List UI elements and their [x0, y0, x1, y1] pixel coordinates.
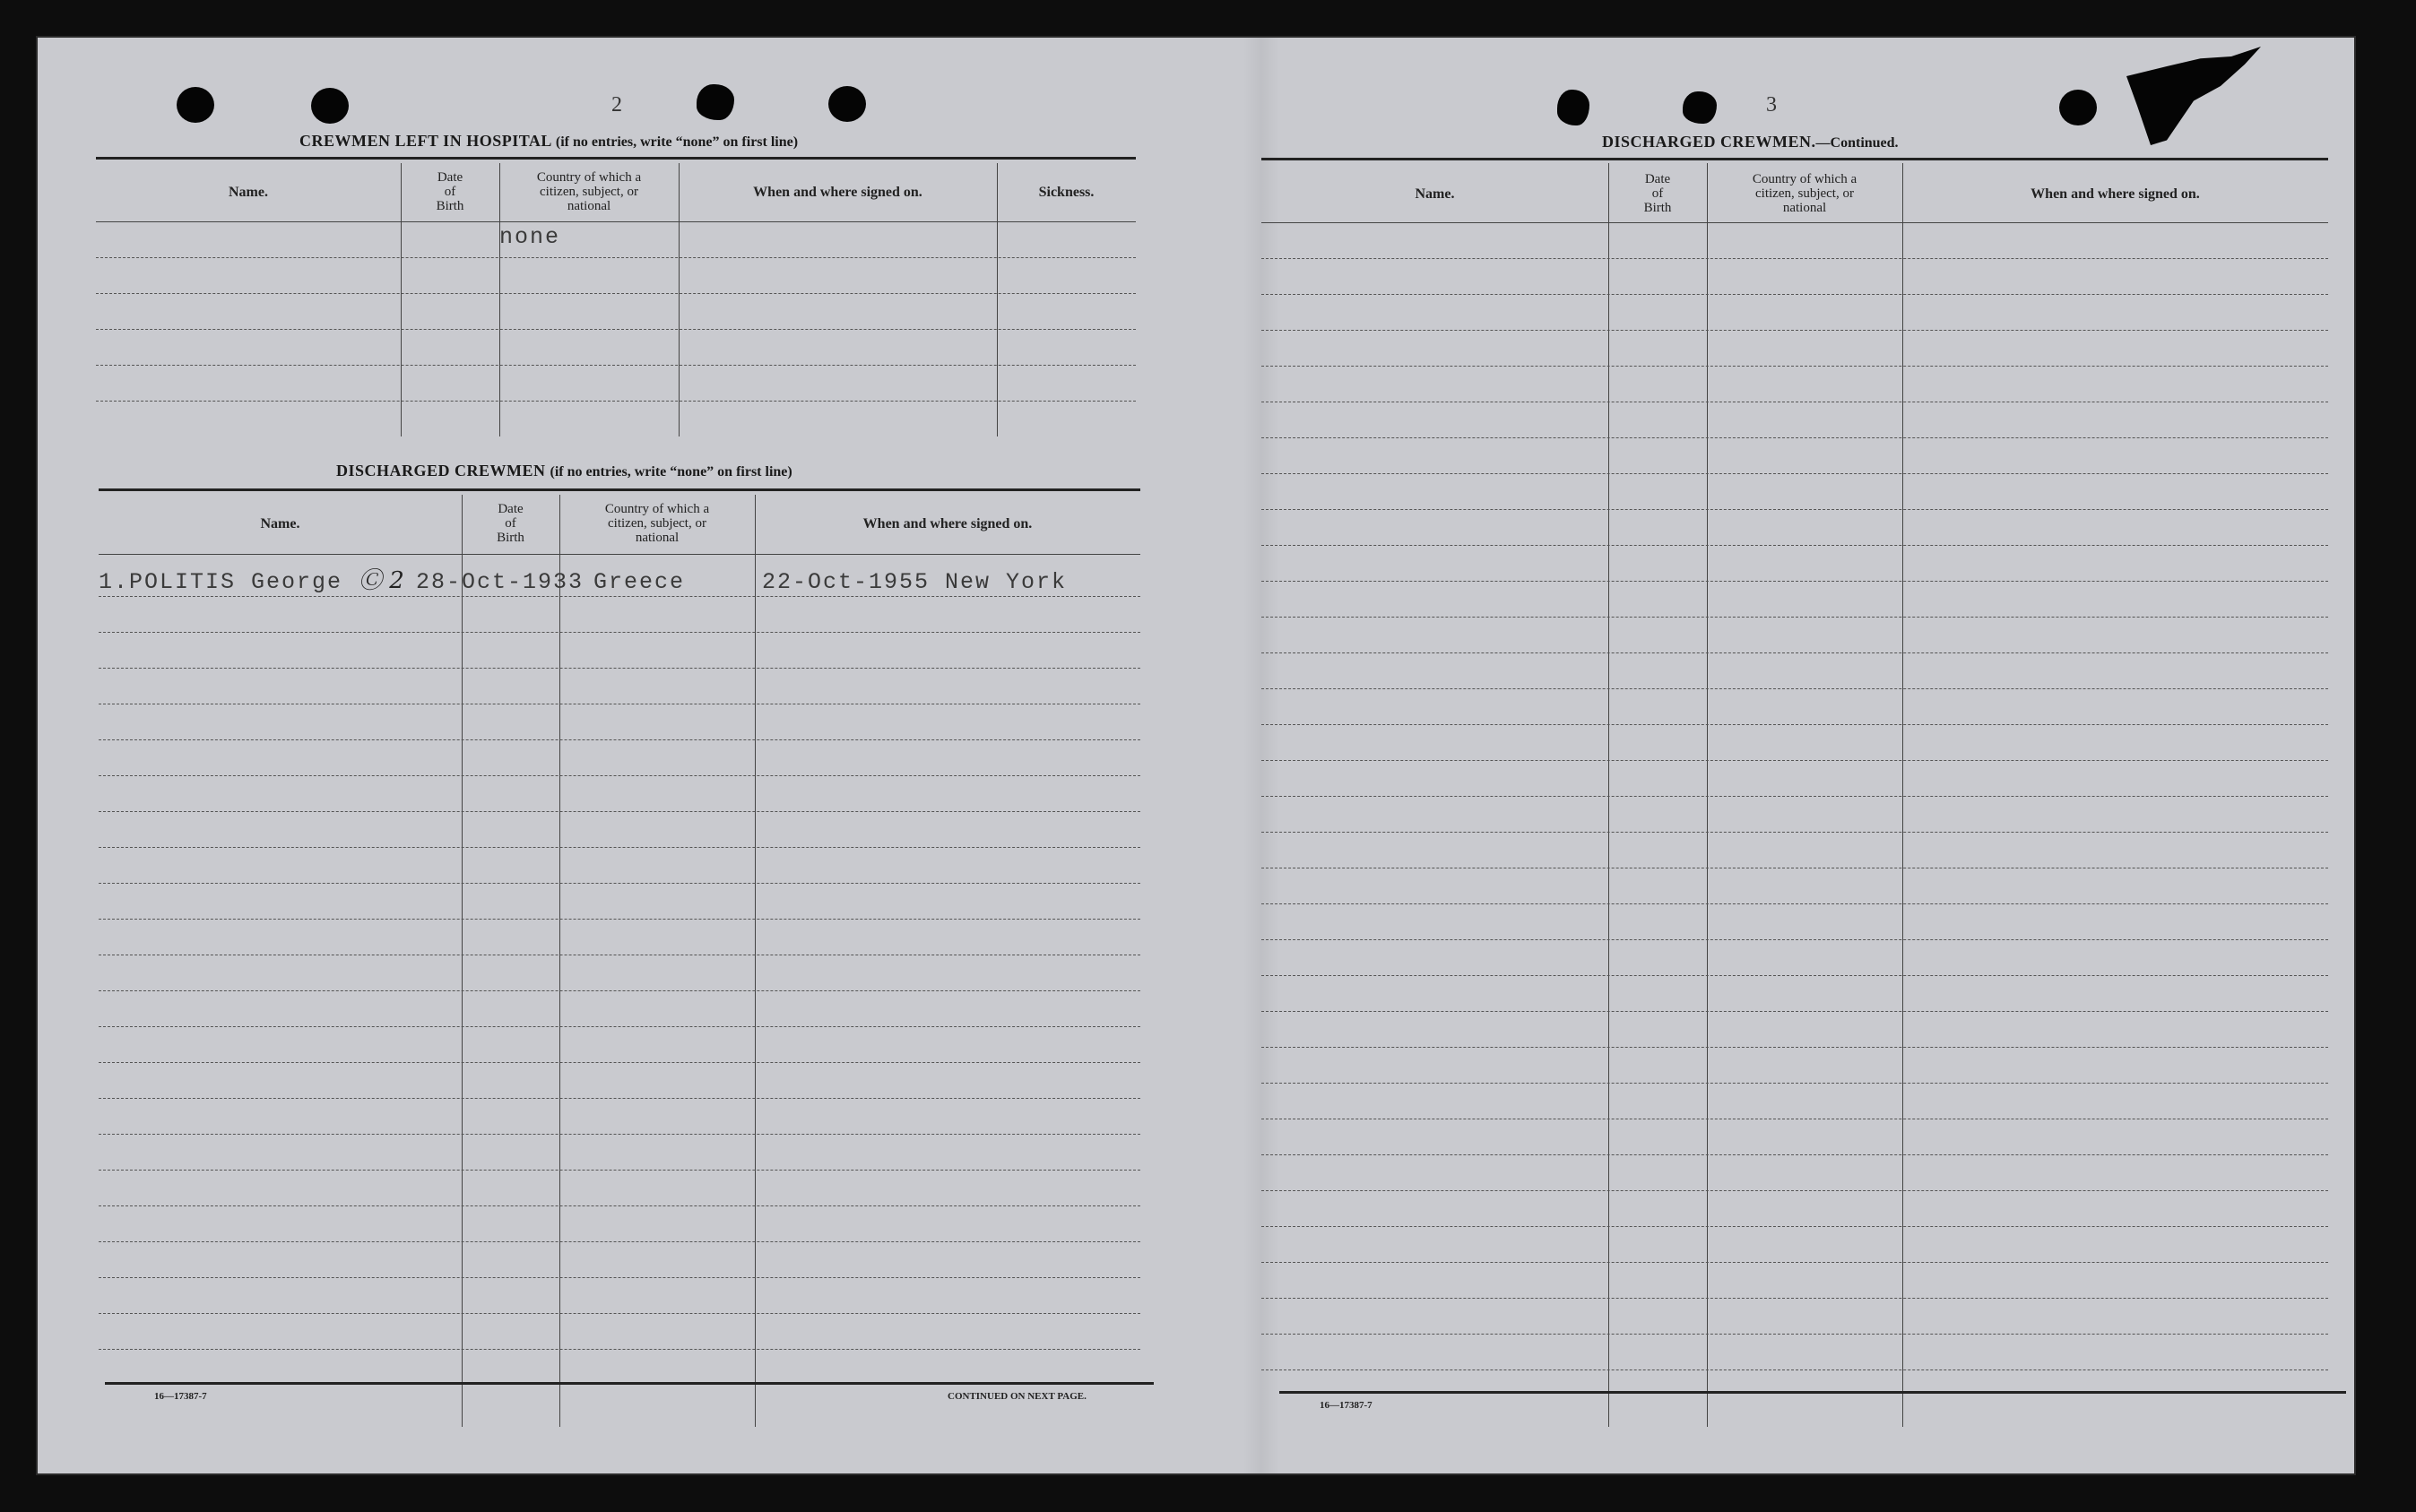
- ruled-line: [99, 1170, 1140, 1171]
- ruled-line: [99, 990, 1140, 991]
- hospital-header-country: [499, 170, 679, 213]
- ruled-line: [1261, 760, 2328, 761]
- footer-continued: CONTINUED ON NEXT PAGE.: [948, 1391, 1087, 1402]
- hdr-line: Date: [1644, 172, 1671, 186]
- hospital-header-name: Name.: [229, 185, 268, 200]
- ruled-line: [96, 257, 1136, 258]
- hospital-note: (if no entries, write “none” on first line): [555, 134, 799, 150]
- ruled-line: [99, 1134, 1140, 1135]
- hdr-line: Country of which a: [1752, 172, 1857, 186]
- ruled-line: [99, 1205, 1140, 1206]
- ruled-line: [1261, 437, 2328, 438]
- ruled-line: [1261, 330, 2328, 331]
- hospital-header-dob: [401, 170, 499, 213]
- ruled-line: [1261, 294, 2328, 295]
- header-rule: [96, 221, 1136, 222]
- hdr-line: Date: [498, 502, 524, 516]
- ruled-line: [99, 1349, 1140, 1350]
- hdr-line: Country of which a: [604, 502, 710, 516]
- ruled-line: [1261, 1262, 2328, 1263]
- ruled-line: [1261, 903, 2328, 904]
- col-sep: [997, 163, 998, 436]
- torn-corner: [2126, 47, 2261, 145]
- page-number-left: 2: [611, 93, 622, 117]
- ruled-line: [1261, 1334, 2328, 1335]
- col-sep: [1902, 163, 1903, 1427]
- crew-name: 1.POLITIS George: [99, 569, 343, 595]
- col-sep: [1707, 163, 1708, 1427]
- ruled-line: [1261, 1083, 2328, 1084]
- crew-dob: 28-Oct-1933: [416, 569, 585, 595]
- punch-hole: [2059, 90, 2097, 125]
- discharged-section-title: [336, 462, 792, 480]
- left-bottom-rule: [105, 1382, 1154, 1385]
- ruled-line: [99, 1241, 1140, 1242]
- col-sep: [755, 495, 756, 1427]
- hdr-line: of: [1651, 186, 1664, 201]
- right-title-text: DISCHARGED CREWMEN.: [1602, 133, 1816, 151]
- ruled-line: [1261, 832, 2328, 833]
- hdr-line: citizen, subject, or: [1755, 186, 1854, 201]
- handwritten-annotation: Ⓒ 2: [359, 567, 404, 594]
- discharged-top-rule: [99, 488, 1140, 491]
- ruled-line: [96, 293, 1136, 294]
- ruled-line: [1261, 1047, 2328, 1048]
- ruled-line: [99, 1026, 1140, 1027]
- hdr-line: Birth: [1643, 201, 1672, 215]
- hdr-line: Date: [437, 170, 463, 185]
- col-sep: [462, 495, 463, 1427]
- ruled-line: [1261, 509, 2328, 510]
- right-top-rule: [1261, 158, 2328, 160]
- discharged-header-name: Name.: [260, 516, 300, 531]
- ruled-line: [1261, 1369, 2328, 1370]
- ruled-line: [99, 775, 1140, 776]
- ruled-line: [1261, 688, 2328, 689]
- right-header-dob: [1608, 172, 1707, 215]
- hdr-line: of: [444, 185, 456, 199]
- header-rule: [99, 554, 1140, 555]
- ruled-line: [99, 811, 1140, 812]
- ruled-line: [1261, 1011, 2328, 1012]
- hdr-line: national: [635, 531, 680, 545]
- ruled-line: [96, 365, 1136, 366]
- hdr-line: citizen, subject, or: [608, 516, 706, 531]
- discharged-header-dob: [462, 502, 559, 545]
- ruled-line: [99, 883, 1140, 884]
- hdr-line: Country of which a: [536, 170, 642, 185]
- header-rule: [1261, 222, 2328, 223]
- ruled-line: [96, 401, 1136, 402]
- ruled-line: [1261, 473, 2328, 474]
- ruled-line: [99, 632, 1140, 633]
- crew-country: Greece: [593, 569, 686, 595]
- punch-hole: [177, 87, 214, 123]
- right-bottom-rule: [1279, 1391, 2346, 1394]
- ruled-line: [1261, 652, 2328, 653]
- hospital-header-signed-on: When and where signed on.: [753, 185, 922, 200]
- ruled-line: [1261, 1298, 2328, 1299]
- ruled-line: [99, 1277, 1140, 1278]
- ruled-line: [96, 329, 1136, 330]
- right-header-name: Name.: [1415, 186, 1455, 202]
- hdr-line: Birth: [436, 199, 464, 213]
- hospital-top-rule: [96, 157, 1136, 160]
- ruled-line: [1261, 581, 2328, 582]
- ruled-line: [1261, 724, 2328, 725]
- discharged-title-text: DISCHARGED CREWMEN: [336, 462, 546, 480]
- ruled-line: [99, 919, 1140, 920]
- ruled-line: [99, 1313, 1140, 1314]
- page-number-right: 3: [1766, 93, 1777, 117]
- ruled-line: [99, 1062, 1140, 1063]
- ruled-line: [1261, 796, 2328, 797]
- hdr-line: Birth: [497, 531, 524, 545]
- punch-hole: [697, 84, 734, 120]
- punch-hole: [1683, 91, 1717, 124]
- hospital-section-title: [299, 132, 798, 151]
- discharged-note: (if no entries, write “none” on first line): [550, 464, 792, 480]
- page-fold: [1243, 38, 1279, 1473]
- ruled-line: [1261, 1190, 2328, 1191]
- hospital-header-sickness: Sickness.: [1038, 185, 1095, 200]
- footer-form-number-right: 16—17387-7: [1320, 1400, 1373, 1411]
- col-sep: [1608, 163, 1609, 1427]
- ruled-line: [99, 596, 1140, 597]
- ruled-line: [1261, 975, 2328, 976]
- right-header-country: [1707, 172, 1902, 215]
- punch-hole: [1557, 90, 1589, 125]
- hospital-title-text: CREWMEN LEFT IN HOSPITAL: [299, 132, 551, 150]
- hospital-entry: none: [499, 224, 561, 250]
- right-header-signed-on: When and where signed on.: [2031, 186, 2200, 202]
- hdr-line: national: [567, 199, 611, 213]
- crew-signed-on: 22-Oct-1955 New York: [762, 569, 1068, 595]
- ruled-line: [99, 1098, 1140, 1099]
- right-title-suffix: —Continued.: [1815, 135, 1899, 151]
- hdr-line: citizen, subject, or: [540, 185, 638, 199]
- ruled-line: [1261, 545, 2328, 546]
- ruled-line: [1261, 366, 2328, 367]
- ruled-line: [1261, 1226, 2328, 1227]
- punch-hole: [311, 88, 349, 124]
- ruled-line: [99, 739, 1140, 740]
- punch-hole: [828, 86, 866, 122]
- ruled-line: [1261, 617, 2328, 618]
- document-sheet: [36, 36, 2356, 1475]
- hdr-line: national: [1782, 201, 1827, 215]
- hdr-line: of: [505, 516, 516, 531]
- ruled-line: [1261, 939, 2328, 940]
- right-section-title: [1602, 133, 1899, 151]
- footer-form-number-left: 16—17387-7: [154, 1391, 207, 1402]
- ruled-line: [1261, 258, 2328, 259]
- discharged-header-country: [559, 502, 755, 545]
- ruled-line: [1261, 1154, 2328, 1155]
- ruled-line: [99, 847, 1140, 848]
- discharged-header-signed-on: When and where signed on.: [862, 516, 1033, 531]
- col-sep: [679, 163, 680, 436]
- ruled-line: [99, 668, 1140, 669]
- col-sep: [559, 495, 560, 1427]
